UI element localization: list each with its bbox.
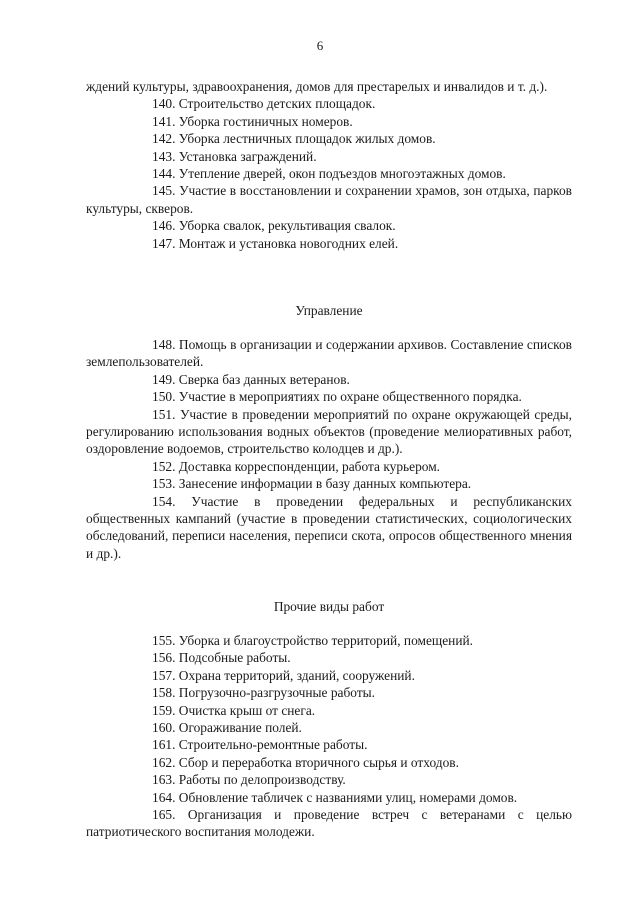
list-item: 153. Занесение информации в базу данных компьютера. [152, 476, 472, 492]
list-item: 156. Подсобные работы. [152, 650, 291, 666]
page-number: 6 [316, 38, 324, 53]
list-item: 158. Погрузочно-разгрузочные работы. [152, 685, 376, 701]
list-item: 140. Строительство детских площадок. [152, 96, 376, 112]
list-item: 143. Установка заграждений. [152, 148, 317, 164]
list-item: 148. Помощь в организации и содержании архивов. Составление списков землепользователей. [86, 337, 572, 370]
intro-list [86, 78, 572, 252]
list-item: 162. Сбор и переработка вторичного сырья и отходов. [152, 754, 459, 770]
management-list [86, 336, 572, 562]
list-item: 164. Обновление табличек с названиями улиц, номерами домов. [152, 789, 518, 805]
list-item: 145. Участие в восстановлении и сохранении храмов, зон отдыха, парков культуры, скверов. [86, 183, 572, 216]
list-item: 163. Работы по делопроизводству. [152, 772, 346, 788]
list-item: 151. Участие в проведении мероприятий по охране окружающей среды, регулированию использования водных объектов (проведение мелиоративных работ, оздоровление водоемов, строительство колодцев и др.). [86, 406, 572, 457]
list-item: 147. Монтаж и установка новогодних елей. [152, 235, 399, 251]
list-item: 144. Утепление дверей, окон подъездов многоэтажных домов. [152, 166, 506, 182]
list-item: 161. Строительно-ремонтные работы. [152, 737, 368, 753]
list-item: 152. Доставка корреспонденции, работа курьером. [152, 458, 441, 474]
section-heading-management: Управление [295, 303, 363, 318]
list-item: 149. Сверка баз данных ветеранов. [152, 371, 350, 387]
list-item: 165. Организация и проведение встреч с ветеранами с целью патриотического воспитания молодежи. [86, 807, 572, 840]
list-item: 160. Огораживание полей. [152, 720, 302, 736]
list-item: 150. Участие в мероприятиях по охране общественного порядка. [152, 389, 522, 405]
section-heading-other: Прочие виды работ [273, 599, 385, 614]
list-item: 141. Уборка гостиничных номеров. [152, 113, 353, 129]
list-item: 154. Участие в проведении федеральных и республиканских общественных кампаний (участие в проведении статистических, социологических обследований, переписи населения, переписи скота, опросов общественного мнения и др.). [86, 493, 572, 561]
list-item: 157. Охрана территорий, зданий, сооружений. [152, 667, 415, 683]
list-item: 142. Уборка лестничных площадок жилых домов. [152, 131, 436, 147]
list-item: 159. Очистка крыш от снега. [152, 702, 316, 718]
list-item: 155. Уборка и благоустройство территорий, помещений. [152, 633, 474, 648]
other-works-list [86, 632, 572, 841]
list-item: ждений культуры, здравоохранения, домов для престарелых и инвалидов и т. д.). [86, 79, 548, 94]
list-item: 146. Уборка свалок, рекультивация свалок. [152, 218, 396, 234]
